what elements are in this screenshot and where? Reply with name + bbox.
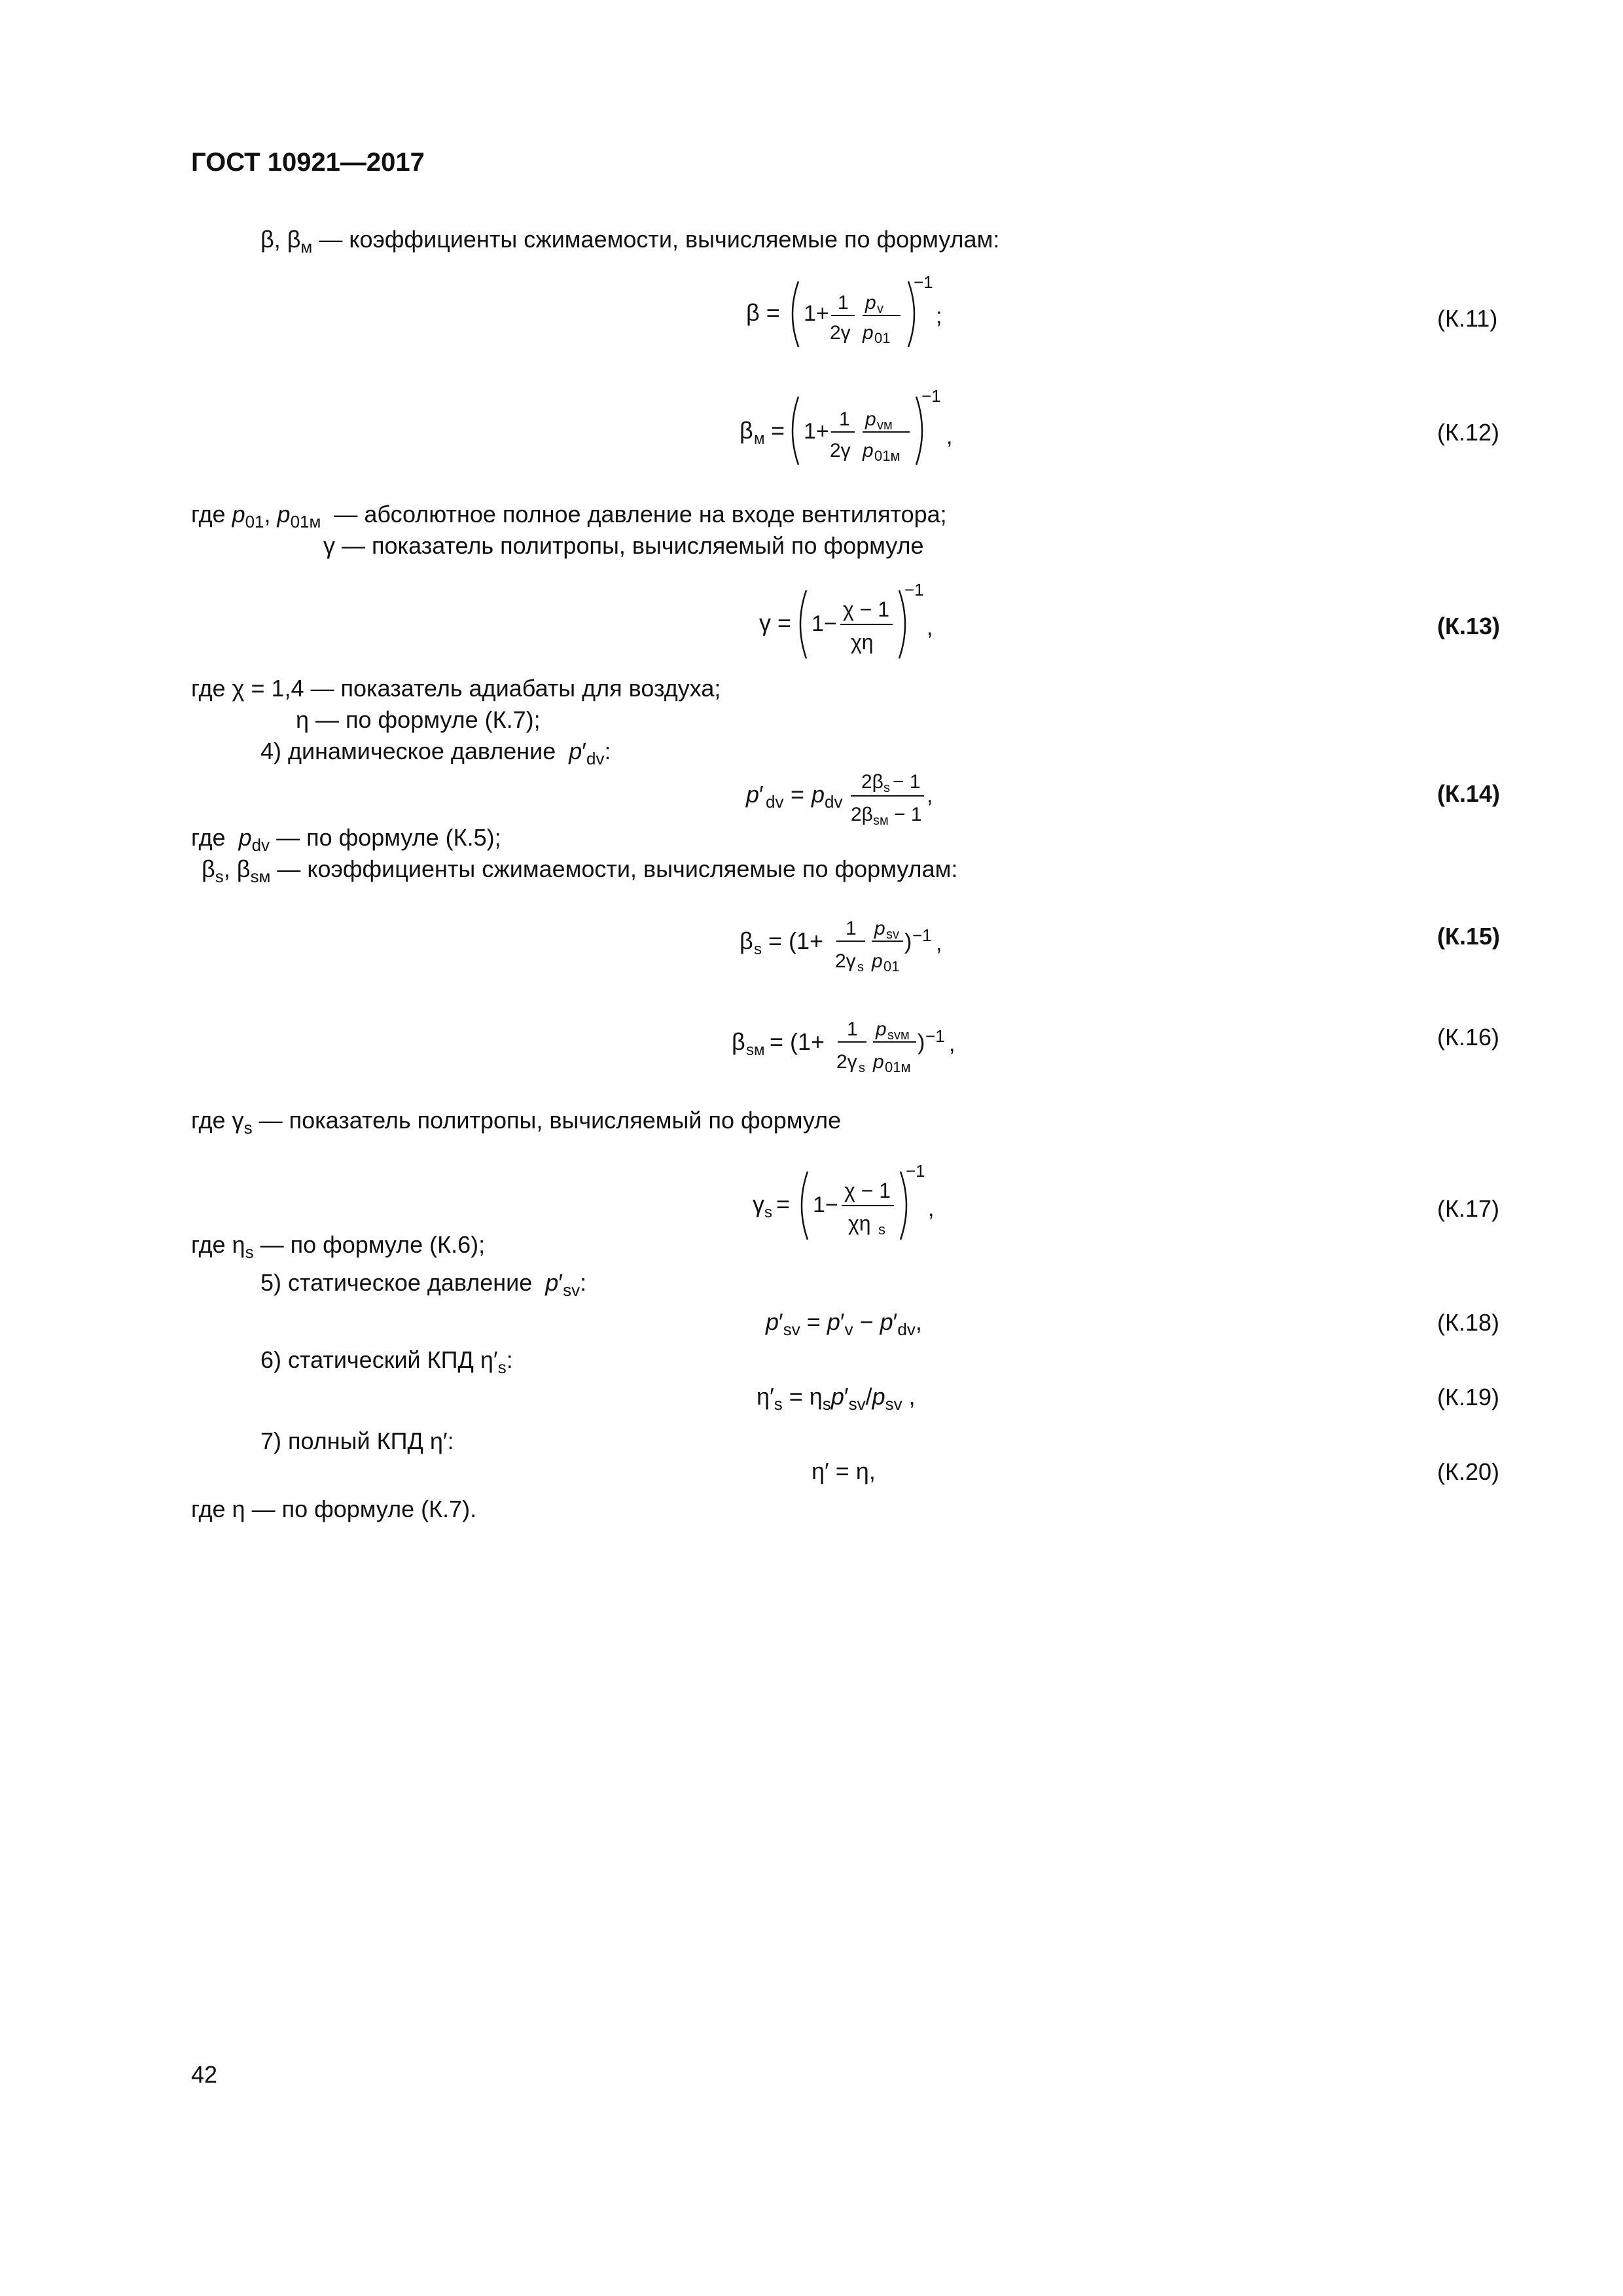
svg-text:s: s	[857, 960, 864, 975]
eta-definition-line: η — по формуле (К.7);	[296, 706, 541, 733]
where-word: где	[191, 1231, 226, 1258]
equation-number-k17: (К.17)	[1437, 1195, 1499, 1222]
svg-text:β: β	[740, 417, 753, 444]
svg-text:,: ,	[936, 931, 942, 956]
svg-text:−1: −1	[925, 1026, 945, 1046]
svg-text:−1: −1	[921, 386, 941, 406]
svg-text:s: s	[878, 1221, 885, 1238]
svg-text:p: p	[812, 781, 825, 808]
svg-text:1+: 1+	[804, 419, 829, 444]
svg-text:β: β	[740, 927, 753, 954]
svg-text:χη: χη	[848, 1211, 871, 1235]
formula-k16	[732, 1004, 967, 1083]
svg-text:1−: 1−	[812, 611, 837, 636]
equation-number-k18: (К.18)	[1437, 1309, 1499, 1336]
svg-text:,: ,	[927, 783, 933, 808]
where-word: где	[191, 824, 226, 851]
svg-text:dv: dv	[825, 792, 843, 812]
svg-text:= (1+: = (1+	[768, 927, 824, 954]
formula-k20: η′ = η,	[812, 1458, 876, 1484]
equation-number-k12: (К.12)	[1437, 419, 1499, 446]
svg-text:2γ: 2γ	[830, 322, 851, 344]
svg-text:p: p	[863, 322, 874, 344]
svg-text:s: s	[764, 1204, 772, 1221]
equation-number-k19: (К.19)	[1437, 1384, 1499, 1410]
svg-text:γ: γ	[753, 1191, 764, 1217]
gamma-definition-line: γ — показатель политропы, вычисляемый по формуле	[323, 532, 924, 559]
svg-text:p: p	[863, 440, 874, 461]
document-header: ГОСТ 10921—2017	[191, 148, 425, 177]
formula-k18: $p'_{sv} = p'_v - p'_{dv}$,	[766, 1308, 922, 1339]
svg-text:svм: svм	[887, 1028, 910, 1043]
p01-definition-line: где $p_{01}$, $p_{01м}$ — абсолютное полное давление на входе вентилятора;	[191, 501, 947, 531]
svg-text:2γ: 2γ	[836, 1051, 857, 1073]
svg-text:1+: 1+	[804, 301, 829, 326]
svg-text:p: p	[872, 950, 883, 972]
formula-k13	[753, 576, 949, 668]
item-7-line: 7) полный КПД η′:	[260, 1427, 454, 1454]
svg-text:χ − 1: χ − 1	[843, 598, 890, 621]
svg-text:,: ,	[928, 1196, 935, 1221]
item-7-text: 7) полный КПД	[260, 1427, 423, 1454]
chi-definition-line: где χ = 1,4 — показатель адиабаты для воздуха;	[191, 675, 721, 702]
equation-number-k11: (К.11)	[1437, 305, 1498, 332]
svg-text:−1: −1	[906, 1161, 925, 1181]
beta-definition-line: β, $\beta_м$ — коэффициенты сжимаемости, вычисляемые по формулам:	[260, 226, 1000, 257]
svg-text:vм: vм	[877, 418, 893, 433]
svg-text:1: 1	[838, 292, 849, 314]
item-5-text: 5) статическое давление	[260, 1269, 533, 1296]
svg-text:,: ,	[946, 424, 953, 449]
svg-text:2β: 2β	[851, 804, 873, 825]
svg-text:p: p	[873, 1051, 884, 1073]
svg-text:sм: sм	[746, 1041, 765, 1059]
etas-definition-line: где $\eta_s$ — по формуле (К.6);	[191, 1231, 486, 1262]
formula-k12	[733, 382, 969, 474]
svg-text:− 1: − 1	[894, 804, 922, 825]
gamma-definition-text: — показатель политропы, вычисляемый по формуле	[342, 532, 924, 559]
svg-text:s: s	[883, 781, 890, 795]
svg-text:dv: dv	[766, 792, 784, 812]
svg-text:sv: sv	[886, 927, 899, 942]
svg-text:−1: −1	[904, 580, 924, 600]
svg-text:p: p	[874, 918, 885, 939]
svg-text:− 1: − 1	[893, 771, 921, 793]
beta-definition-text: — коэффициенты сжимаемости, вычисляемые по формулам:	[319, 226, 1000, 253]
svg-text:01: 01	[883, 958, 900, 975]
svg-text:2β: 2β	[861, 771, 883, 793]
where-word: где	[191, 501, 226, 528]
eta-final-definition-text: — по формуле (К.7).	[251, 1496, 477, 1522]
svg-text:=: =	[791, 781, 805, 808]
svg-text:p: p	[876, 1018, 887, 1040]
pdv-definition-text: — по формуле (К.5);	[276, 824, 501, 851]
where-word: где	[191, 1107, 226, 1134]
item-5-line: 5) статическое давление $p'_{sv}$:	[260, 1269, 587, 1300]
svg-text:χ − 1: χ − 1	[844, 1179, 891, 1202]
equation-number-k16: (К.16)	[1437, 1024, 1499, 1050]
svg-text:′: ′	[759, 781, 764, 808]
where-word: где	[191, 1496, 226, 1522]
svg-text:β =: β =	[746, 299, 780, 326]
svg-text:м: м	[754, 430, 765, 448]
item-4-text: 4) динамическое давление	[260, 738, 556, 764]
equation-number-k15: (К.15)	[1437, 923, 1500, 950]
eta-final-definition-line: где η — по формуле (К.7).	[191, 1496, 477, 1522]
svg-text:−1: −1	[912, 925, 932, 945]
svg-text:= (1+: = (1+	[770, 1028, 825, 1055]
equation-number-k13: (К.13)	[1437, 613, 1500, 639]
item-6-text: 6) статический КПД	[260, 1346, 474, 1373]
eta-definition-text: — по формуле (К.7);	[315, 706, 541, 733]
formula-k17	[753, 1156, 962, 1247]
formula-k11	[746, 268, 969, 360]
svg-text:01м: 01м	[885, 1059, 911, 1075]
chi-definition-text: = 1,4 — показатель адиабаты для воздуха;	[251, 675, 721, 702]
formula-k19: $\eta'_s = \eta_sp'_{sv}/p_{sv}$ ,	[757, 1383, 916, 1414]
where-word: где	[191, 675, 226, 702]
gammas-definition-line: где $\gamma_s$ — показатель политропы, вычисляемый по формуле	[191, 1107, 842, 1138]
svg-text:s: s	[754, 941, 762, 958]
svg-text:;: ;	[936, 304, 942, 329]
svg-text:p: p	[865, 408, 876, 430]
svg-text:2γ: 2γ	[835, 950, 856, 972]
svg-text:p: p	[746, 781, 760, 808]
svg-text:s: s	[859, 1061, 865, 1075]
svg-text:1−: 1−	[813, 1193, 838, 1217]
etas-definition-text: — по формуле (К.6);	[260, 1231, 486, 1258]
item-4-line: 4) динамическое давление $p'_{dv}$:	[260, 738, 611, 768]
svg-text:01: 01	[874, 330, 891, 346]
svg-text:2γ: 2γ	[830, 440, 851, 461]
svg-text:−1: −1	[914, 272, 933, 292]
svg-text:p: p	[865, 292, 876, 314]
equation-number-k20: (К.20)	[1437, 1458, 1499, 1485]
svg-text:sм: sм	[873, 814, 889, 828]
betas-definition-line: $\beta_s$, $\beta_{sм}$ — коэффициенты сжимаемости, вычисляемые по формулам:	[202, 855, 958, 886]
betas-definition-text: — коэффициенты сжимаемости, вычисляемые по формулам:	[277, 855, 958, 882]
formula-k14	[746, 759, 969, 838]
svg-text:1: 1	[847, 1018, 858, 1040]
svg-text:,: ,	[927, 615, 933, 640]
gammas-definition-text: — показатель политропы, вычисляемый по формуле	[259, 1107, 842, 1134]
svg-text:=: =	[771, 417, 785, 444]
formula-k15	[740, 903, 962, 982]
svg-text:,: ,	[949, 1031, 955, 1056]
svg-text:χη: χη	[851, 630, 874, 654]
svg-text:): )	[918, 1030, 925, 1055]
p01-definition-text: — абсолютное полное давление на входе вентилятора;	[334, 501, 947, 528]
svg-text:): )	[904, 929, 912, 954]
page-number: 42	[191, 2061, 218, 2088]
item-6-line: 6) статический КПД $\eta'_s$:	[260, 1346, 513, 1377]
svg-text:01м: 01м	[874, 448, 901, 464]
svg-text:γ =: γ =	[759, 609, 792, 636]
svg-text:v: v	[877, 302, 883, 316]
equation-number-k14: (К.14)	[1437, 780, 1500, 807]
svg-text:β: β	[732, 1028, 745, 1055]
svg-text:1: 1	[839, 408, 850, 430]
pdv-definition-line: где $p_{dv}$ — по формуле (К.5);	[191, 824, 501, 855]
svg-text:=: =	[776, 1191, 791, 1217]
svg-text:1: 1	[846, 918, 857, 939]
